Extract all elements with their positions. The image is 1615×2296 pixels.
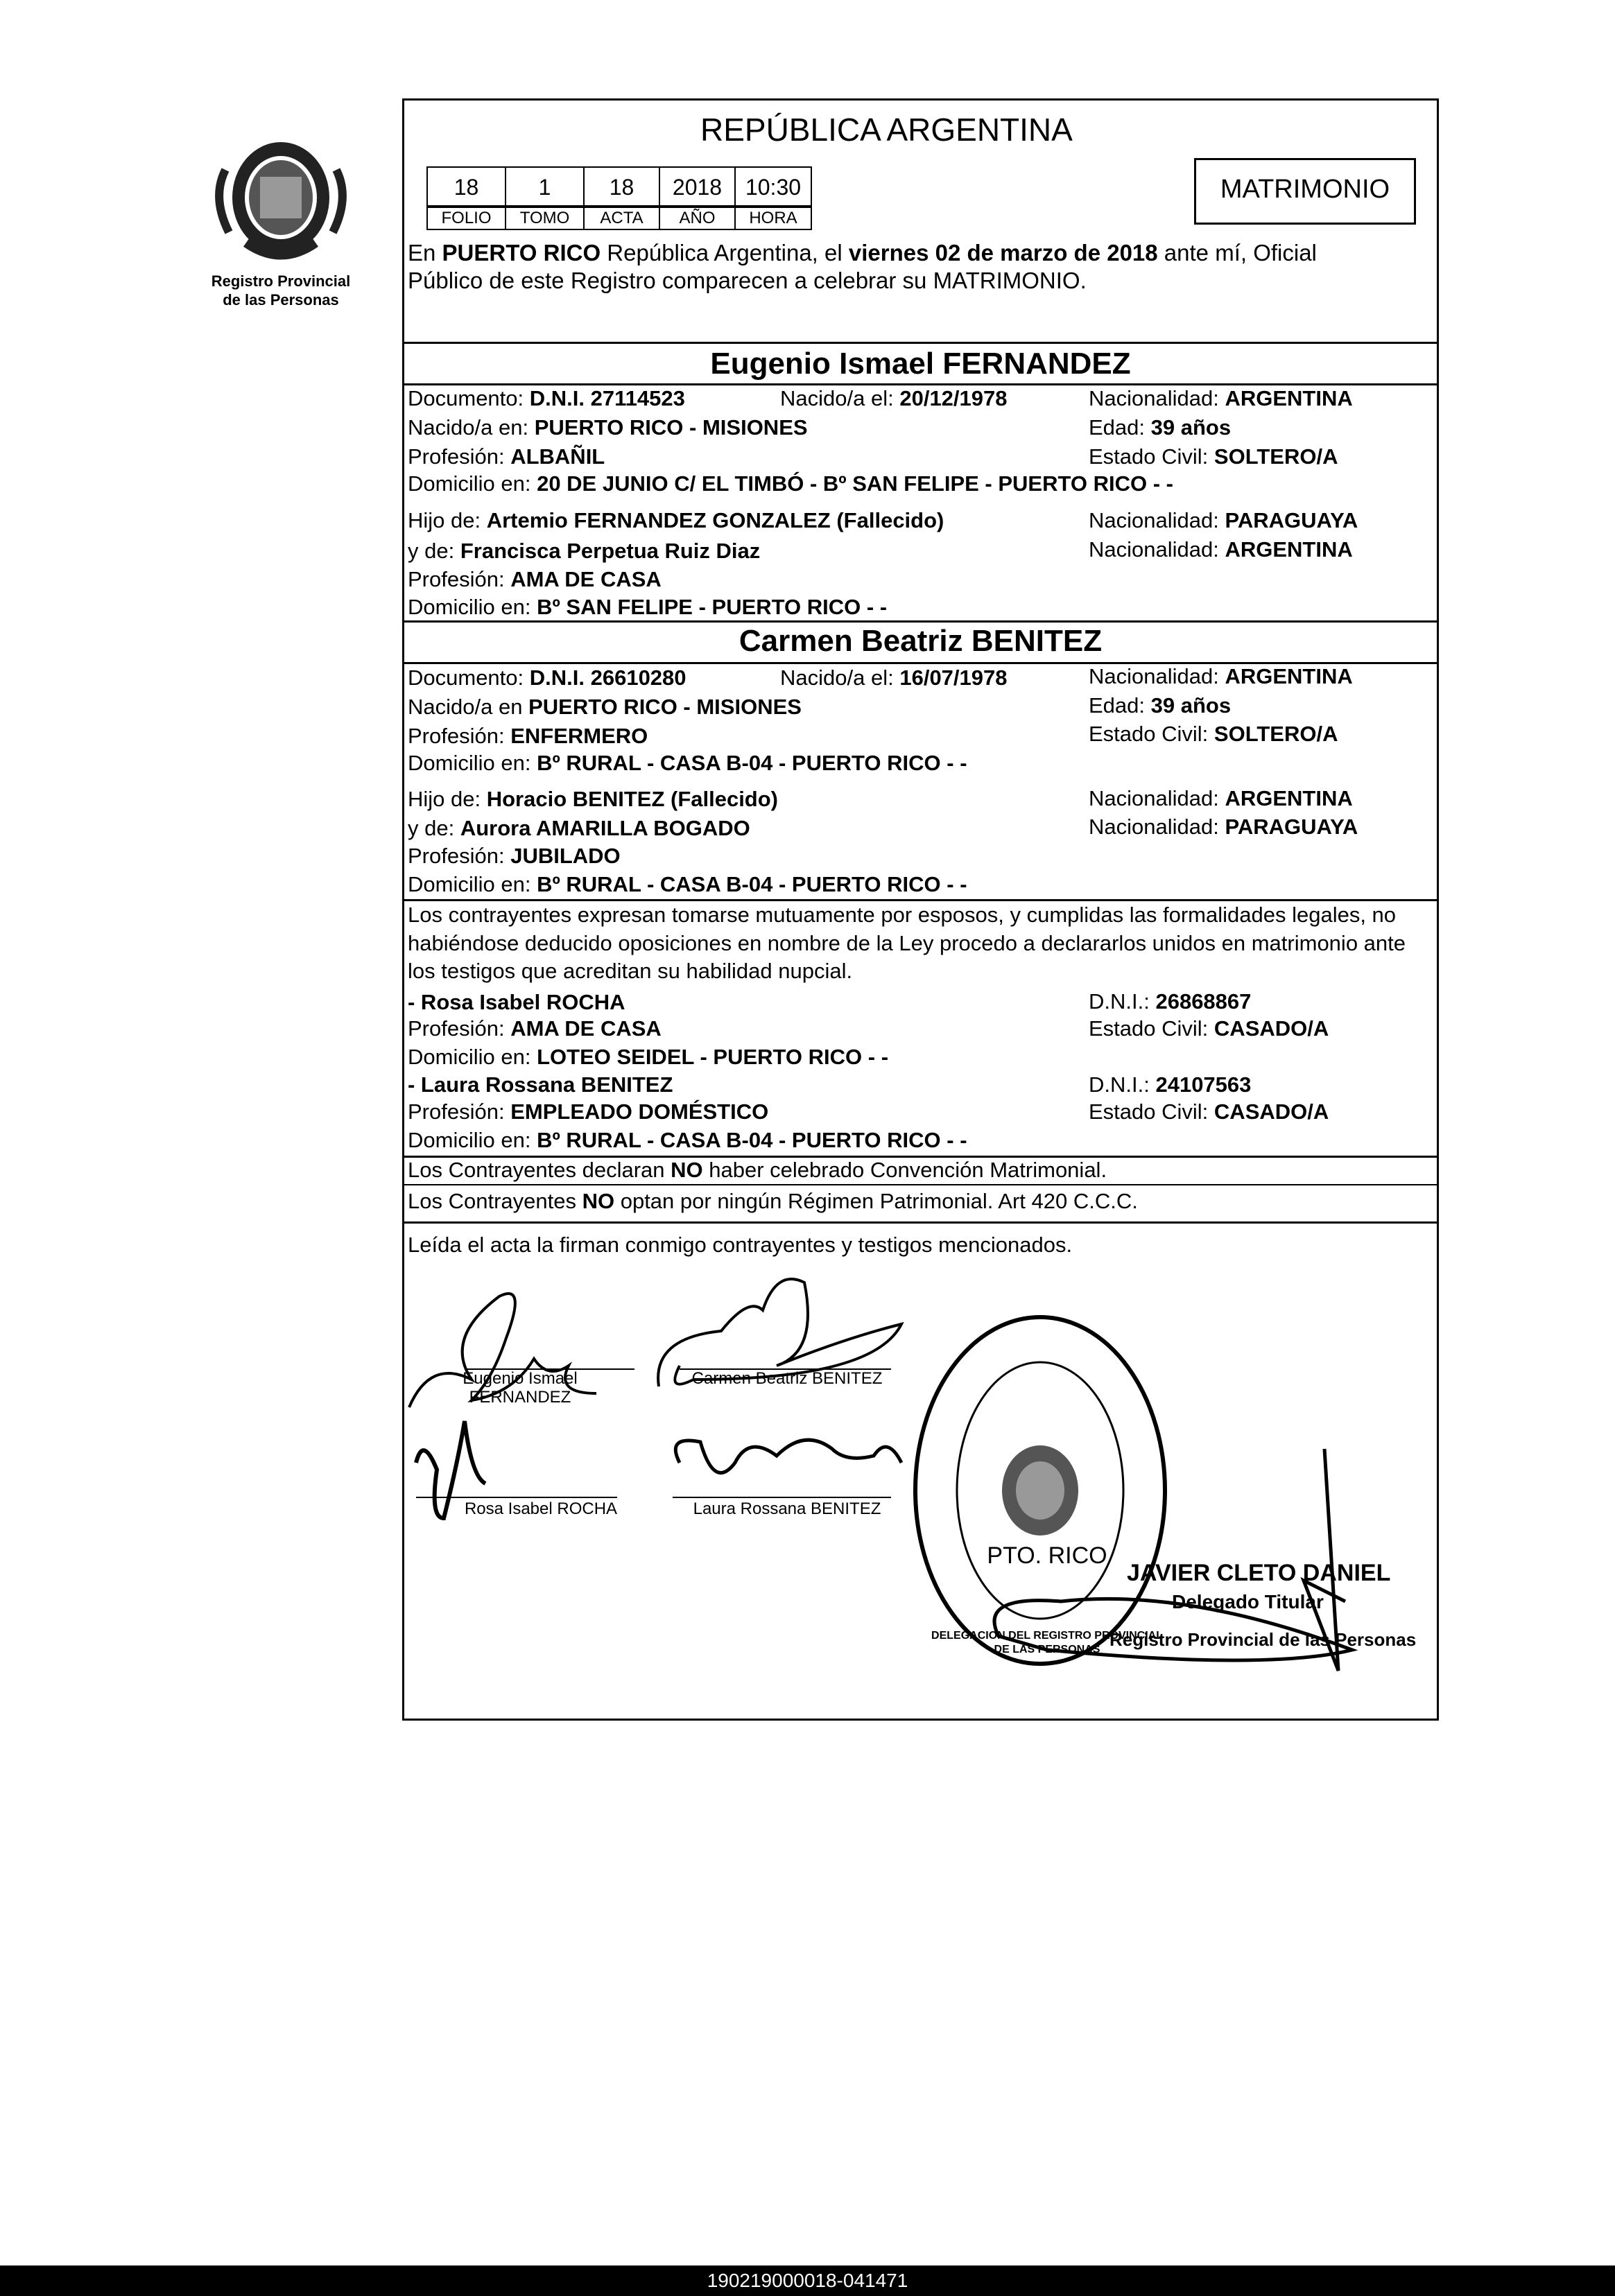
signature-intro: Leída el acta la firman conmigo contrayentes y testigos mencionados.: [408, 1233, 1073, 1257]
act-type-label: MATRIMONIO: [1220, 175, 1390, 204]
witness2-dni: D.N.I.: 24107563: [1089, 1072, 1252, 1097]
spouse2-age: Edad: 39 años: [1089, 693, 1232, 718]
spouse1-father: Hijo de: Artemio FERNANDEZ GONZALEZ (Fallecido): [408, 508, 944, 532]
intro-line1: En PUERTO RICO República Argentina, el viernes 02 de marzo de 2018 ante mí, Oficial: [408, 240, 1317, 266]
spouse2-doc: Documento: D.N.I. 26610280: [408, 666, 686, 690]
officer-stamp-line1: JAVIER CLETO DANIEL: [1127, 1560, 1391, 1586]
intro-line2: Público de este Registro comparecen a celebrar su MATRIMONIO.: [408, 268, 1087, 293]
spouse1-doc: Documento: D.N.I. 27114523: [408, 386, 685, 410]
spouse1-civil-status: Estado Civil: SOLTERO/A: [1089, 444, 1338, 469]
signature1-name-line2: FERNANDEZ: [469, 1388, 571, 1407]
folio-label: FOLIO: [426, 207, 506, 230]
tomo-value: 1: [505, 166, 585, 207]
province-seal: [205, 128, 357, 267]
acta-value: 18: [583, 166, 660, 207]
spouse1-mother-nationality: Nacionalidad: ARGENTINA: [1089, 537, 1353, 562]
spouse2-name: Carmen Beatriz BENITEZ: [739, 624, 1103, 658]
seal-caption-line2: de las Personas: [223, 291, 339, 308]
witness2-profession: Profesión: EMPLEADO DOMÉSTICO: [408, 1099, 769, 1124]
spouse1-address: Domicilio en: 20 DE JUNIO C/ EL TIMBÓ - Bº SAN FELIPE - PUERTO RICO - -: [408, 471, 1173, 496]
divider: [402, 1221, 1439, 1224]
officer-stamp-line2: Delegado Titular: [1172, 1591, 1324, 1612]
spouse1-parent-profession: Profesión: AMA DE CASA: [408, 567, 662, 591]
stamp-ring-text: DELEGACION DEL REGISTRO PROVINCIAL DE LAS PERSONAS: [931, 1630, 1163, 1655]
signature2-name: Carmen Beatriz BENITEZ: [691, 1369, 883, 1388]
divider: [402, 342, 1439, 344]
spouse1-mother: y de: Francisca Perpetua Ruiz Diaz: [408, 539, 761, 563]
signature3-name: Rosa Isabel ROCHA: [464, 1499, 618, 1518]
country-title: REPÚBLICA ARGENTINA: [700, 112, 1073, 148]
spouse2-profession: Profesión: ENFERMERO: [408, 724, 648, 748]
witness1-name: - Rosa Isabel ROCHA: [408, 990, 625, 1014]
spouse2-mother: y de: Aurora AMARILLA BOGADO: [408, 816, 750, 840]
witness2-name: - Laura Rossana BENITEZ: [408, 1072, 673, 1097]
spouse1-birth: Nacido/a el: 20/12/1978: [780, 386, 1008, 410]
witness1-address: Domicilio en: LOTEO SEIDEL - PUERTO RICO - -: [408, 1045, 889, 1069]
spouse2-birth: Nacido/a el: 16/07/1978: [780, 666, 1008, 690]
declaration-line1: Los contrayentes expresan tomarse mutuamente por esposos, y cumplidas las formalidades legales, no: [408, 903, 1397, 927]
spouse2-address: Domicilio en: Bº RURAL - CASA B-04 - PUERTO RICO - -: [408, 751, 967, 775]
spouse2-parent-profession: Profesión: JUBILADO: [408, 844, 621, 868]
spouse1-parent-address: Domicilio en: Bº SAN FELIPE - PUERTO RICO - -: [408, 595, 888, 619]
declaration-line3: los testigos que acreditan su habilidad nupcial.: [408, 959, 853, 983]
footer-code: 190219000018-041471: [707, 2270, 908, 2291]
signature4-name: Laura Rossana BENITEZ: [693, 1499, 881, 1518]
witness1-profession: Profesión: AMA DE CASA: [408, 1016, 662, 1041]
witness2-address: Domicilio en: Bº RURAL - CASA B-04 - PUERTO RICO - -: [408, 1128, 967, 1152]
anio-label: AÑO: [659, 207, 736, 230]
spouse2-parent-address: Domicilio en: Bº RURAL - CASA B-04 - PUERTO RICO - -: [408, 872, 967, 896]
spouse1-nationality: Nacionalidad: ARGENTINA: [1089, 386, 1353, 410]
tomo-label: TOMO: [505, 207, 585, 230]
stamp-center-text: PTO. RICO: [987, 1542, 1107, 1569]
seal-caption-line1: Registro Provincial: [211, 272, 351, 290]
spouse1-birthplace: Nacido/a en: PUERTO RICO - MISIONES: [408, 415, 808, 440]
signature1-name-line1: Eugenio Ismael: [463, 1369, 578, 1388]
province-seal-icon: [205, 128, 357, 267]
spouse2-nationality: Nacionalidad: ARGENTINA: [1089, 664, 1353, 688]
hora-value: 10:30: [734, 166, 812, 207]
officer-stamp-line3: Registro Provincial de las Personas: [1109, 1629, 1417, 1650]
folio-value: 18: [426, 166, 506, 207]
declaration-line2: habiéndose deducido oposiciones en nombre de la Ley procedo a declararlos unidos en matrimonio ante: [408, 931, 1406, 955]
convention-line2: Los Contrayentes NO optan por ningún Régimen Patrimonial. Art 420 C.C.C.: [408, 1189, 1138, 1213]
anio-value: 2018: [659, 166, 736, 207]
divider: [402, 1184, 1439, 1185]
divider: [402, 383, 1439, 385]
divider: [402, 899, 1439, 901]
divider: [402, 620, 1439, 623]
witness2-civil-status: Estado Civil: CASADO/A: [1089, 1099, 1329, 1124]
witness1-dni: D.N.I.: 26868867: [1089, 989, 1252, 1014]
spouse1-name: Eugenio Ismael FERNANDEZ: [710, 347, 1131, 381]
spouse1-father-nationality: Nacionalidad: PARAGUAYA: [1089, 508, 1358, 532]
spouse2-mother-nationality: Nacionalidad: PARAGUAYA: [1089, 815, 1358, 839]
spouse2-father-nationality: Nacionalidad: ARGENTINA: [1089, 786, 1353, 810]
spouse2-civil-status: Estado Civil: SOLTERO/A: [1089, 722, 1338, 746]
spouse1-profession: Profesión: ALBAÑIL: [408, 444, 605, 469]
convention-line1: Los Contrayentes declaran NO haber celebrado Convención Matrimonial.: [408, 1158, 1107, 1182]
hora-label: HORA: [734, 207, 812, 230]
spouse2-birthplace: Nacido/a en PUERTO RICO - MISIONES: [408, 695, 802, 719]
acta-label: ACTA: [583, 207, 660, 230]
witness1-civil-status: Estado Civil: CASADO/A: [1089, 1016, 1329, 1041]
spouse1-age: Edad: 39 años: [1089, 415, 1232, 440]
spouse2-father: Hijo de: Horacio BENITEZ (Fallecido): [408, 787, 779, 811]
